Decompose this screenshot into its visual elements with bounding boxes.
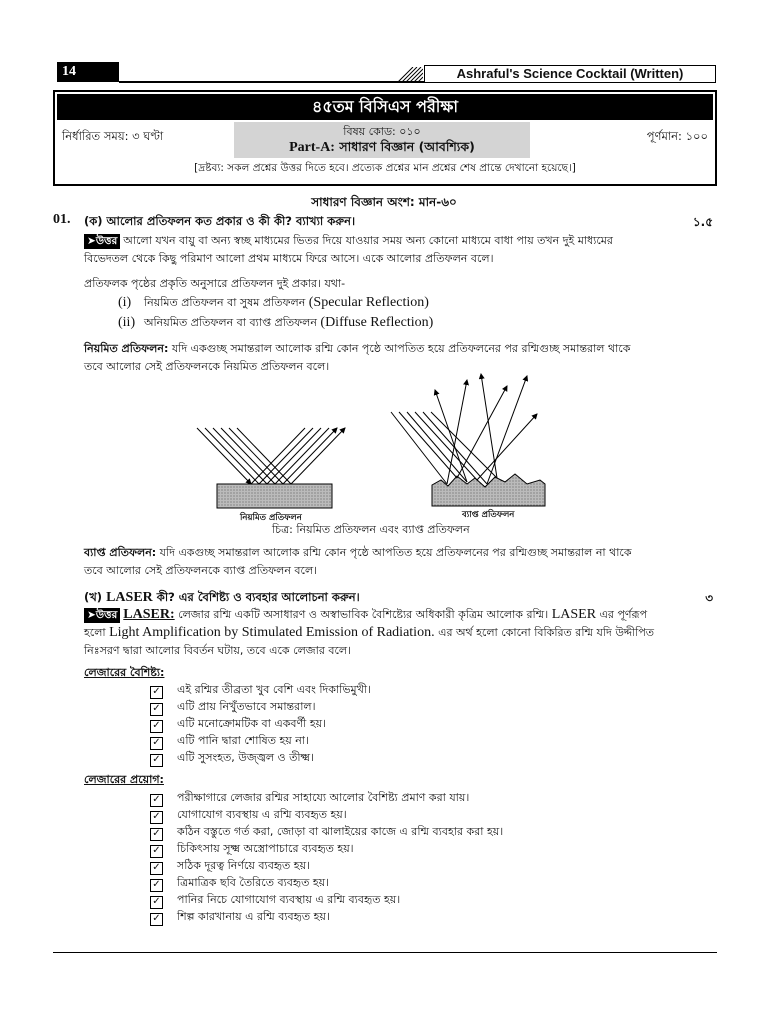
features-list [150, 681, 371, 766]
checkbox-icon: ✓ [150, 686, 163, 699]
checkbox-icon: ✓ [150, 862, 163, 875]
checkbox-icon: ✓ [150, 703, 163, 716]
exam-time: নির্ধারিত সময়: ৩ ঘণ্টা [62, 129, 164, 143]
types-intro: প্রতিফলক পৃষ্ঠের প্রকৃতি অনুসারে প্রতিফলন দুই প্রকার। যথা- [84, 277, 346, 290]
figure-label-diffuse: ব্যাপ্ত প্রতিফলন [462, 510, 515, 520]
regular-term: নিয়মিত প্রতিফলন: [84, 342, 169, 355]
checkbox-icon: ✓ [150, 828, 163, 841]
page-number: 14 [57, 62, 119, 82]
list-item: ✓ এটি সুসংহত, উজ্জ্বল ও তীক্ষ্ম। [150, 749, 371, 766]
checkbox-icon: ✓ [150, 879, 163, 892]
hatch-ornament-icon [397, 67, 423, 83]
list-item: ✓ ত্রিমাত্রিক ছবি তৈরিতে ব্যবহৃত হয়। [150, 874, 503, 891]
answer-badge: ➤উত্তর [84, 234, 120, 249]
list-item: ✓ এটি মনোক্রোমটিক বা একবর্ণী হয়। [150, 715, 371, 732]
part-label [234, 139, 530, 159]
exam-note: [দ্রষ্টব্য: সকল প্রশ্নের উত্তর দিতে হবে। প্রত্যেক প্রশ্নের মান প্রশ্নের শেষ প্রান্তে দেখানো হয়েছে।] [194, 162, 576, 174]
checkbox-icon: ✓ [150, 913, 163, 926]
answer-badge: ➤উত্তর [84, 608, 120, 623]
type-item: (ii) অনিয়মিত প্রতিফলন বা ব্যাপ্ত প্রতিফলন (Diffuse Reflection) [118, 315, 434, 330]
exam-title: ৪৫তম বিসিএস পরীক্ষা [57, 94, 713, 120]
type-item: (i) নিয়মিত প্রতিফলন বা সুষম প্রতিফলন (Specular Reflection) [118, 295, 429, 310]
list-item: ✓ এটি পানি দ্বারা শোষিত হয় না। [150, 732, 371, 749]
question-a-marks: ১.৫ [692, 215, 713, 229]
question-number: 01. [53, 212, 71, 227]
list-item: ✓ যোগাযোগ ব্যবস্থায় এ রশ্মি ব্যবহৃত হয়। [150, 806, 503, 823]
subject-code: বিষয় কোড: ০১০ [343, 125, 421, 138]
answer-b-paragraph: ➤উত্তর LASER: লেজার রশ্মি একটি অসাধারণ ও অস্বাভাবিক বৈশিষ্ট্যের অধিকারী কৃত্রিম আলোক রশ্মি। LASER এর পূর্ণরূপ হলো Light Amplification by Stimulated Emission of Radiation. এর অর্থ হলো কোনো বিকিরিত রশ্মি যদি উদ্দীপিত নিঃসরণ দ্বারা আলোর বিবর্তন ঘটায়, তবে একে লেজার বলে। [84, 607, 655, 657]
regular-reflection-figure [197, 428, 345, 508]
diffuse-term: ব্যাপ্ত প্রতিফলন: [84, 546, 157, 559]
checkbox-icon: ✓ [150, 794, 163, 807]
answer-a-paragraph: ➤উত্তর আলো যখন বায়ু বা অন্য স্বচ্ছ মাধ্যমের ভিতর দিয়ে যাওয়ার সময় অন্য কোনো মাধ্যমে বাধা পায় তখন দুই মাধ্যমের বিভেদতল থেকে কিছু পরিমাণ আলো প্রথম মাধ্যমে ফিরে আসে। একে আলোর প্রতিফলন বলে। [84, 234, 613, 265]
features-heading: লেজারের বৈশিষ্ট্য: [84, 666, 165, 679]
checkbox-icon: ✓ [150, 811, 163, 824]
part-bangla: সাধারণ বিজ্ঞান (আবশ্যিক) [334, 139, 475, 154]
list-item: ✓ এটি প্রায় নিখুঁতভাবে সমান্তরাল। [150, 698, 371, 715]
checkbox-icon: ✓ [150, 896, 163, 909]
question-a: (ক) আলোর প্রতিফলন কত প্রকার ও কী কী? ব্যাখ্যা করুন। [84, 214, 356, 228]
checkbox-icon: ✓ [150, 720, 163, 733]
list-item: ✓ সঠিক দূরত্ব নির্ণয়ে ব্যবহৃত হয়। [150, 857, 503, 874]
book-title: Ashraful's Science Cocktail (Written) [424, 65, 716, 83]
checkbox-icon: ✓ [150, 737, 163, 750]
list-item: ✓ চিকিৎসায় সূক্ষ্ম অস্ত্রোপাচারে ব্যবহৃত হয়। [150, 840, 503, 857]
question-b: (খ) LASER কী? এর বৈশিষ্ট্য ও ব্যবহার আলোচনা করুন। [84, 590, 360, 605]
full-marks: পূর্ণমান: ১০০ [646, 129, 708, 143]
list-item: ✓ পানির নিচে যোগাযোগ ব্যবস্থায় এ রশ্মি ব্যবহৃত হয়। [150, 891, 503, 908]
question-b-marks: ৩ [705, 591, 713, 605]
diffuse-reflection-definition: ব্যাপ্ত প্রতিফলন: যদি একগুচ্ছ সমান্তরাল আলোক রশ্মি কোন পৃষ্ঠে আপতিত হয়ে প্রতিফলনের পর রশ্মিগুচ্ছ সমান্তরাল না থাকে তবে আলোর সেই প্রতিফলনকে ব্যাপ্ত প্রতিফলন বলে। [84, 546, 632, 577]
list-item: ✓ পরীক্ষাগারে লেজার রশ্মির সাহায্যে আলোর বৈশিষ্ট্য প্রমাণ করা যায়। [150, 789, 503, 806]
uses-list [150, 789, 503, 925]
checkbox-icon: ✓ [150, 754, 163, 767]
footer-rule [53, 952, 717, 953]
checkbox-icon: ✓ [150, 845, 163, 858]
section-heading: সাধারণ বিজ্ঞান অংশ: মান-৬০ [311, 195, 457, 209]
regular-reflection-definition: নিয়মিত প্রতিফলন: যদি একগুচ্ছ সমান্তরাল আলোক রশ্মি কোন পৃষ্ঠে আপতিত হয়ে প্রতিফলনের পর রশ্মিগুচ্ছ সমান্তরাল থাকে তবে আলোর সেই প্রতিফলনকে নিয়মিত প্রতিফলন বলে। [84, 342, 631, 373]
list-item: ✓ কঠিন বস্তুতে গর্ত করা, জোড়া বা ঝালাইয়ের কাজে এ রশ্মি ব্যবহার করা হয়। [150, 823, 503, 840]
figure-label-regular: নিয়মিত প্রতিফলন [240, 513, 302, 523]
list-item: ✓ এই রশ্মির তীব্রতা খুব বেশি এবং দিকাভিমুখী। [150, 681, 371, 698]
list-item: ✓ শিল্প কারখানায় এ রশ্মি ব্যবহৃত হয়। [150, 908, 503, 925]
figure-caption: চিত্র: নিয়মিত প্রতিফলন এবং ব্যাপ্ত প্রতিফলন [272, 523, 470, 536]
reflection-diagram [185, 372, 565, 522]
uses-heading: লেজারের প্রয়োগ: [84, 773, 164, 786]
diffuse-reflection-figure [391, 374, 545, 506]
part-latin: Part-A: [289, 140, 335, 155]
